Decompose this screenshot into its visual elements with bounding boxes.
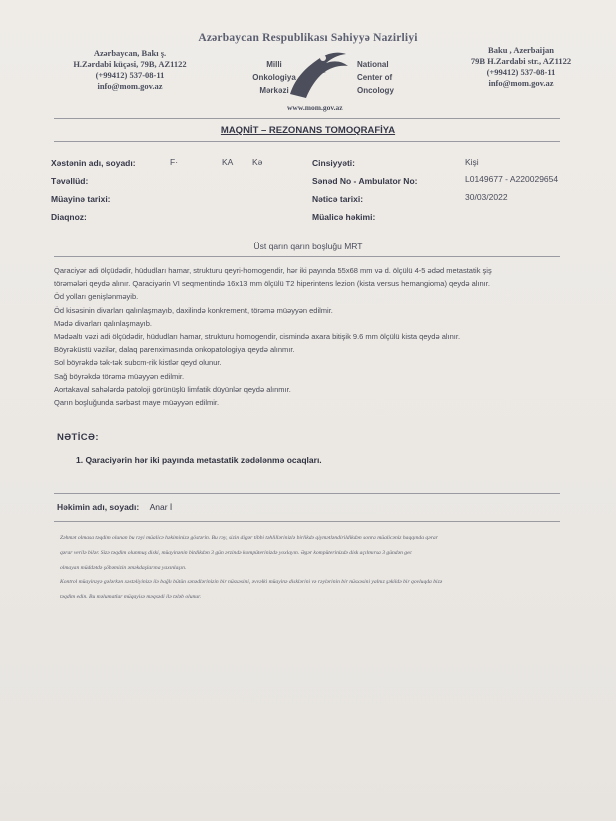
logo-word: Onkologiya <box>252 73 296 82</box>
address-line: H.Zərdabi küçəsi, 79B, AZ1122 <box>73 59 187 69</box>
address-line: Azərbaycan, Bakı ş. <box>93 48 167 58</box>
header-divider <box>54 118 560 119</box>
treating-doctor-label: Müalicə həkimi: <box>312 212 376 222</box>
finding-line: Sağ böyrəkdə törəmə müəyyən edilmir. <box>54 371 185 381</box>
address-line: info@mom.gov.az <box>97 81 163 91</box>
exam-date-label: Müayinə tarixi: <box>51 194 111 204</box>
footer-note-line: təqdim edin. Bu məlumatlar müqayisə məqsədi ilə tələb olunur. <box>60 594 202 601</box>
logo-word: Oncology <box>357 86 394 95</box>
logo-right-text <box>357 58 394 97</box>
footer-note-line: Zəhmət olmasa təqdim olunan bu rəyi müalicə həkiminizə göstərin. Bu rəy, sizin digər tibbi təhlillərinizlə birlikdə qiymətləndirildikdən sonra müalicəniz haqqında qərar <box>60 535 438 541</box>
doctor-name: Anar İ <box>149 502 173 512</box>
conclusion-text: 1. Qaraciyərin hər iki payında metastatik zədələnmə ocaqları. <box>76 455 322 465</box>
document-title: MAQNİT – REZONANS TOMOQRAFİYA <box>220 125 396 136</box>
doctor-line <box>57 502 172 512</box>
address-line: Baku , Azerbaijan <box>488 45 554 55</box>
finding-line: Qaraciyər adi ölçüdədir, hüdudları hamar, strukturu qeyri-homogendir, hər iki payında 55x68 mm və d. ölçülü 4-5 ədəd metastatik şiş <box>54 266 492 275</box>
dob-label: Təvəllüd: <box>51 176 89 186</box>
address-line: (+99412) 537-08-11 <box>95 70 165 80</box>
document-number-label: Sənəd No - Ambulator No: <box>312 176 418 186</box>
address-line: (+99412) 537-08-11 <box>486 67 556 77</box>
footer-note-line: qərar verilə bilər. Sizə təqdim olunmuş diski, müayinənin bitdikdən 3 gün ərzində kompüterinizdə yoxlayın. Əgər kompüterinizdə disk açılmırsa 3 gündən gec <box>60 549 413 556</box>
footer-note-line: Kontrol müayinəyə gələrkən xəstəliyinizə ilə bağlı bütün sənədlərinizin bir nüsxəsini, əvvəlki müayinə disklərini və rəylərinin bir nüsxəsini yalnız şəkildə bir qovluqda bizə <box>60 579 443 586</box>
finding-line: Böyrəküstü vəzilər, dalaq parenximasında onkopatologiya qeydə alınmır. <box>54 345 295 355</box>
conclusion-heading: NƏTİCƏ: <box>57 432 99 443</box>
address-line: info@mom.gov.az <box>488 78 554 88</box>
section-title: Üst qarın qarın boşluğu MRT <box>253 241 363 251</box>
document-number-value: L0149677 - A220029654 <box>465 174 559 184</box>
ministry-title: Azərbaycan Respublikası Səhiyyə Nazirliyi <box>198 32 418 44</box>
conclusion-divider <box>54 493 560 494</box>
title-divider <box>54 141 560 142</box>
logo-word: Center of <box>357 73 393 82</box>
finding-line: Mədəaltı vəzi adi ölçüdədir, hüdudları hamar, strukturu homogendir, cismində axara bitişik 9.6 mm ölçülü kista qeydə alınır. <box>54 332 461 342</box>
findings-list <box>54 264 492 409</box>
footer-note-line: olmayan müddətdə şöbəmizin əməkdaşlarına yaxınlaşın. <box>60 564 187 571</box>
logo-word: Mərkəzi <box>259 86 289 95</box>
finding-line: Qarın boşluğunda sərbəst maye müəyyən edilmir. <box>54 398 220 408</box>
patient-name-part: KA <box>222 157 234 167</box>
section-divider <box>54 256 560 257</box>
finding-line: Sol böyrəkdə tək-tək subcm-rik kistlər qeyd olunur. <box>54 358 222 368</box>
finding-line: Mədə divarları qalınlaşmayıb. <box>54 318 152 328</box>
logo-word: Milli <box>266 60 282 69</box>
result-date-label: Nəticə tarixi: <box>312 194 364 204</box>
left-address-block <box>60 48 200 92</box>
diagnosis-label: Diaqnoz: <box>51 212 87 222</box>
right-address-block <box>456 45 586 89</box>
patient-name-part: F· <box>170 157 179 167</box>
gender-label: Cinsiyyəti: <box>312 158 355 168</box>
footer-notes <box>60 531 442 605</box>
gender-value: Kişi <box>465 157 479 167</box>
patient-name-part: Kə <box>252 157 263 167</box>
result-date-value: 30/03/2022 <box>465 192 508 202</box>
logo-word: National <box>357 60 389 69</box>
address-line: 79B H.Zardabi str., AZ1122 <box>470 56 572 66</box>
doctor-divider <box>54 521 560 522</box>
finding-line: törəmələri qeydə alınır. Qaraciyərin VI seqmentində 16x13 mm ölçülü T2 hiperintens lezion (kista versus hemangioma) qeydə alınır. <box>54 279 490 289</box>
doctor-label: Həkimin adı, soyadı: <box>57 502 140 512</box>
finding-line: Öd kisəsinin divarları qalınlaşmayıb, daxilində konkrement, törəmə müəyyən edilmir. <box>54 305 333 315</box>
website-link: www.mom.gov.az <box>287 103 343 112</box>
finding-line: Öd yolları genişlənməyib. <box>54 292 139 302</box>
finding-line: Aortakaval sahələrdə patoloji görünüşlü limfatik düyünlər qeydə alınmır. <box>54 384 291 394</box>
oncology-center-logo-icon <box>276 46 356 102</box>
patient-name-label: Xəstənin adı, soyadı: <box>51 158 136 168</box>
